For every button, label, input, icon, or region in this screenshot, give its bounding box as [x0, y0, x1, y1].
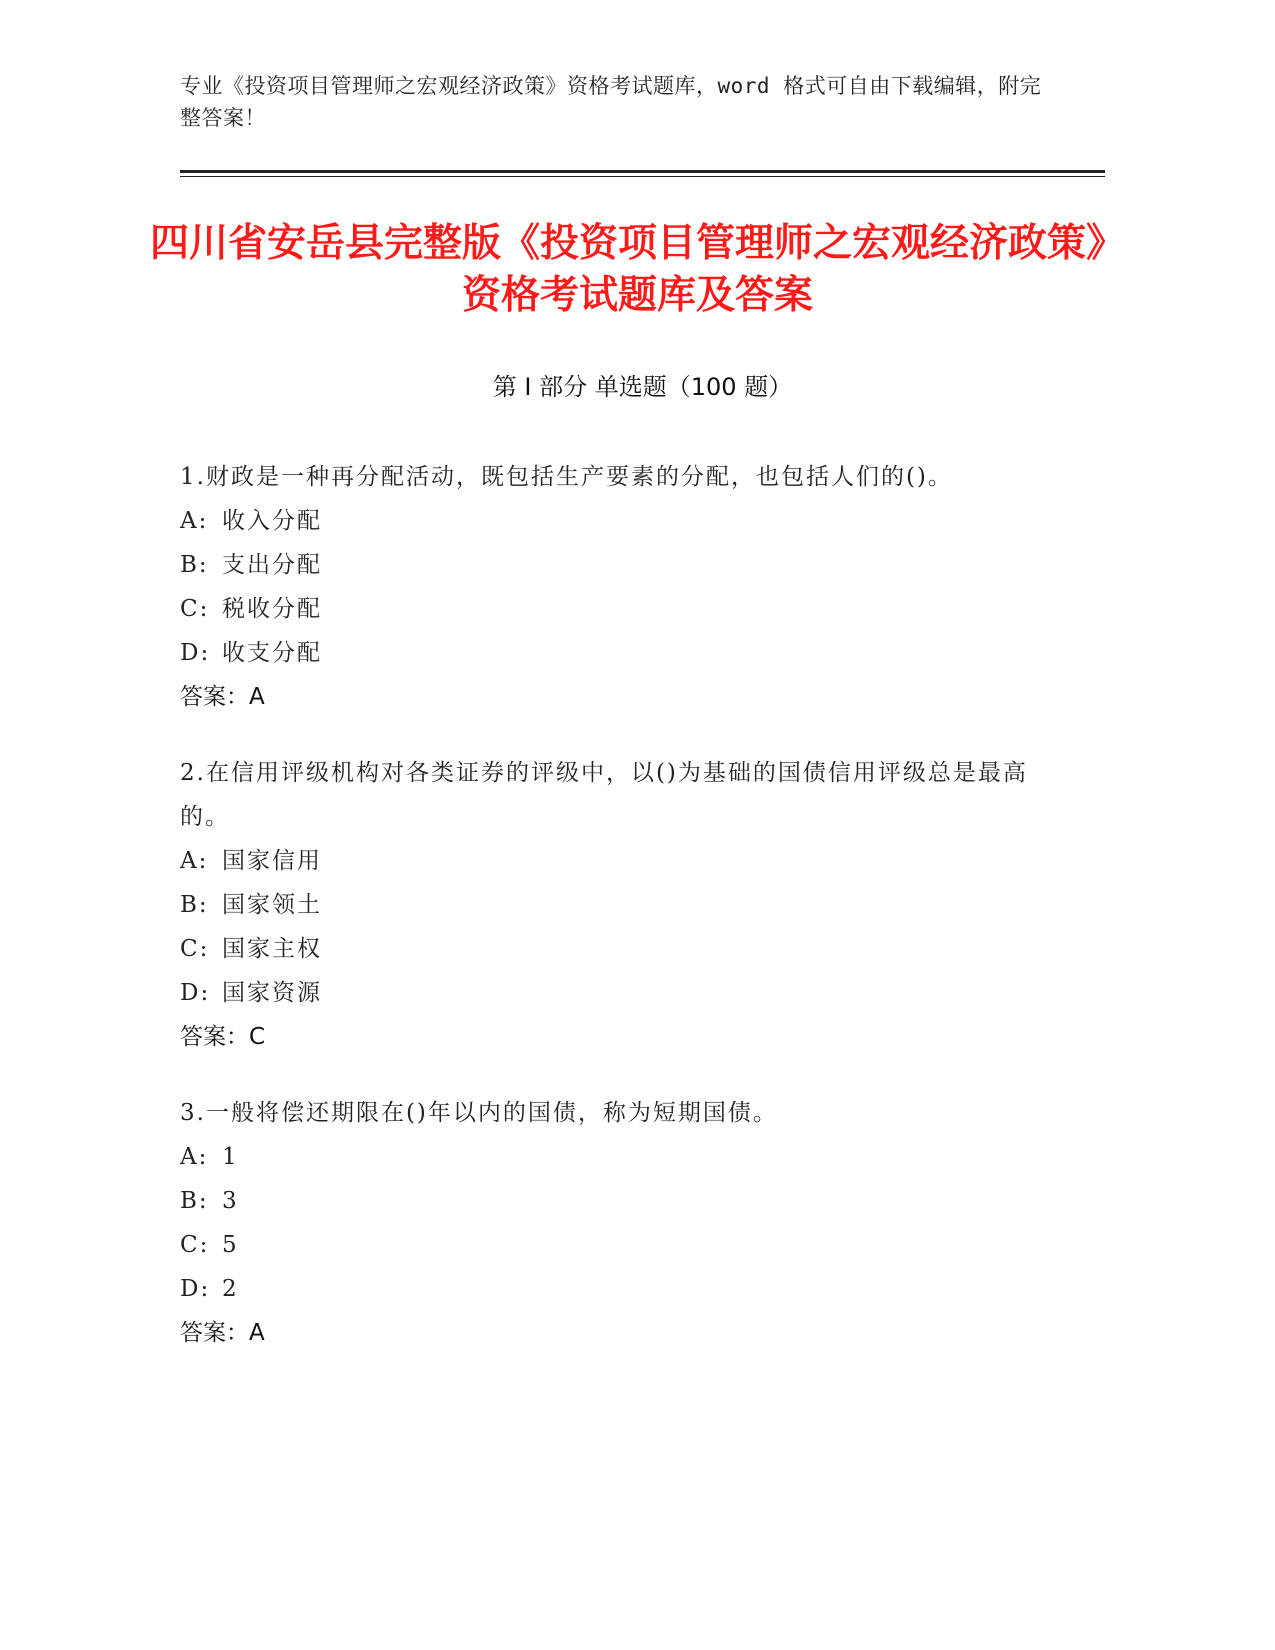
option-key: A: — [180, 508, 209, 534]
option-b — [180, 883, 1060, 927]
option-text: 收支分配 — [222, 640, 322, 666]
answer: 答案：A — [180, 684, 265, 710]
option-key: B: — [180, 552, 209, 578]
option-key: D: — [180, 980, 211, 1006]
question-stem: 1.财政是一种再分配活动，既包括生产要素的分配，也包括人们的()。 — [180, 464, 953, 490]
option-key: C: — [180, 596, 210, 622]
option-text: 国家信用 — [222, 848, 322, 874]
option-b — [180, 1179, 1060, 1223]
option-text: 2 — [222, 1276, 239, 1302]
document-title: 四川省安岳县完整版《投资项目管理师之宏观经济政策》资格考试题库及答案 — [150, 221, 1126, 318]
option-key: B: — [180, 892, 209, 918]
question-stem: 2.在信用评级机构对各类证券的评级中，以()为基础的国债信用评级总是最高的。 — [180, 760, 1028, 830]
option-text: 国家领土 — [222, 892, 322, 918]
option-d — [180, 1267, 1060, 1311]
option-text: 支出分配 — [222, 552, 322, 578]
option-d — [180, 631, 1060, 675]
question-stem: 3.一般将偿还期限在()年以内的国债，称为短期国债。 — [180, 1100, 778, 1126]
header-rule-thin — [180, 176, 1105, 177]
option-text: 国家资源 — [222, 980, 322, 1006]
option-key: A: — [180, 1144, 209, 1170]
option-a — [180, 499, 1060, 543]
option-key: C: — [180, 1232, 210, 1258]
option-c — [180, 1223, 1060, 1267]
question-3 — [180, 1091, 1060, 1355]
answer: 答案：C — [180, 1024, 266, 1050]
header-note: 专业《投资项目管理师之宏观经济政策》资格考试题库，word 格式可自由下载编辑，附完整答案！ — [180, 74, 1042, 130]
question-list — [180, 455, 1060, 1387]
option-a — [180, 1135, 1060, 1179]
header-rule-thick — [180, 170, 1105, 173]
option-text: 5 — [222, 1232, 239, 1258]
section-heading: 第 I 部分 单选题（100 题） — [492, 373, 793, 401]
question-2 — [180, 751, 1060, 1059]
option-text: 收入分配 — [222, 508, 322, 534]
option-text: 国家主权 — [222, 936, 322, 962]
option-d — [180, 971, 1060, 1015]
option-c — [180, 927, 1060, 971]
option-b — [180, 543, 1060, 587]
option-key: B: — [180, 1188, 209, 1214]
option-text: 3 — [222, 1188, 239, 1214]
option-key: A: — [180, 848, 209, 874]
option-c — [180, 587, 1060, 631]
option-key: C: — [180, 936, 210, 962]
option-text: 1 — [222, 1144, 239, 1170]
answer: 答案：A — [180, 1320, 265, 1346]
question-1 — [180, 455, 1060, 719]
option-key: D: — [180, 1276, 211, 1302]
option-a — [180, 839, 1060, 883]
option-key: D: — [180, 640, 211, 666]
option-text: 税收分配 — [222, 596, 322, 622]
